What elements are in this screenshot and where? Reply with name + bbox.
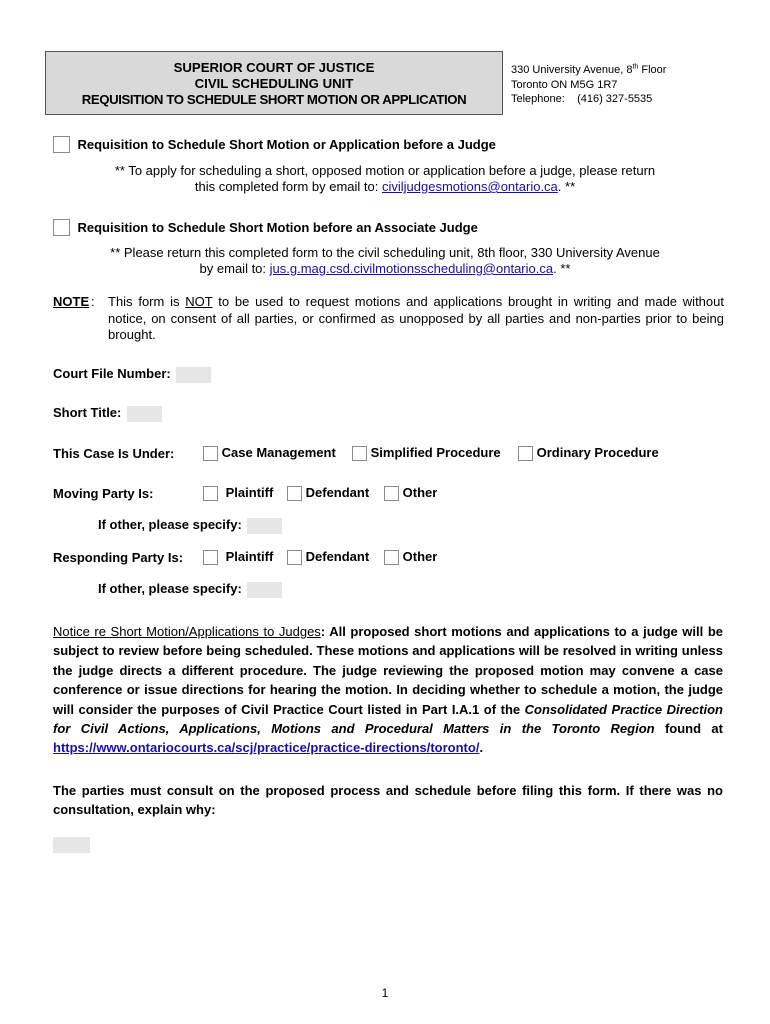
moving-plaintiff-checkbox[interactable] bbox=[203, 486, 218, 501]
responding-other-checkbox[interactable] bbox=[384, 550, 399, 565]
note-text: This form is NOT to be used to request motions and applications brought in writing and made without notice, on consent of all parties, or confirmed as unopposed by all parties and non-parties prior to being brought. bbox=[108, 294, 724, 342]
simplified-procedure-label: Simplified Procedure bbox=[370, 445, 501, 460]
judge-option-label: Requisition to Schedule Short Motion or Application before a Judge bbox=[77, 137, 496, 152]
page-number: 1 bbox=[381, 986, 389, 1000]
note-not: NOT bbox=[185, 294, 213, 309]
moving-other-option bbox=[384, 485, 437, 501]
ordinary-procedure-option bbox=[518, 445, 659, 461]
simplified-procedure-checkbox[interactable] bbox=[352, 446, 367, 461]
moving-plaintiff-option bbox=[203, 485, 273, 501]
note-label: NOTE bbox=[53, 294, 90, 309]
court-file-row bbox=[53, 366, 211, 383]
judge-email-link[interactable]: civiljudgesmotions@ontario.ca bbox=[382, 179, 558, 194]
case-under-label: This Case Is Under: bbox=[53, 446, 175, 461]
form-title: REQUISITION TO SCHEDULE SHORT MOTION OR APPLICATION bbox=[81, 92, 467, 107]
judge-instructions: ** To apply for scheduling a short, opposed motion or application before a judge, please return this completed form by email to: civiljudgesmotions@ontario.ca. ** bbox=[114, 163, 656, 194]
notice-heading: Notice re Short Motion/Applications to Judges bbox=[53, 624, 321, 639]
case-management-option bbox=[203, 445, 336, 461]
responding-defendant-option bbox=[287, 549, 369, 565]
short-title-input[interactable] bbox=[127, 406, 162, 422]
responding-plaintiff-checkbox[interactable] bbox=[203, 550, 218, 565]
associate-option-label: Requisition to Schedule Short Motion before an Associate Judge bbox=[77, 220, 478, 235]
unit-name: CIVIL SCHEDULING UNIT bbox=[194, 76, 354, 91]
moving-other-label: Other bbox=[402, 485, 438, 500]
judge-checkbox[interactable] bbox=[53, 136, 70, 153]
moving-specify-row bbox=[98, 517, 282, 534]
simplified-procedure-option bbox=[352, 445, 501, 461]
notice-paragraph: Notice re Short Motion/Applications to Judges: All proposed short motions and applications to a judge will be subject to review before being scheduled. These motions and applications will be resolved in writing unless the judge directs a different procedure. The judge reviewing the proposed motion may convene a case conference or issue directions for hearing the motion. In deciding whether to schedule a motion, the judge will consider the purposes of Civil Practice Court listed in Part I.A.1 of the Consolidated Practice Direction for Civil Actions, Applications, Motions and Procedural Matters in the Toronto Region found at https://www.ontariocourts.ca/scj/practice/practice-directions/toronto/. bbox=[53, 624, 723, 756]
responding-specify-label: If other, please specify: bbox=[98, 581, 242, 596]
practice-direction-link[interactable]: https://www.ontariocourts.ca/scj/practice/practice-directions/toronto/ bbox=[53, 740, 480, 756]
moving-defendant-checkbox[interactable] bbox=[287, 486, 302, 501]
moving-specify-input[interactable] bbox=[247, 518, 282, 534]
court-address: 330 University Avenue, 8th Floor Toronto ON M5G 1R7 Telephone: (416) 327-5535 bbox=[511, 63, 667, 105]
consult-paragraph: The parties must consult on the proposed process and schedule before filing this form. If there was no consultation, explain why: bbox=[53, 783, 723, 818]
explain-why-input[interactable] bbox=[53, 837, 90, 853]
form-header bbox=[45, 51, 503, 115]
moving-defendant-option bbox=[287, 485, 369, 501]
address-street: 330 University Avenue, 8 bbox=[511, 64, 633, 76]
phone-number: (416) 327-5535 bbox=[577, 93, 653, 105]
responding-specify-input[interactable] bbox=[247, 582, 282, 598]
ordinary-procedure-checkbox[interactable] bbox=[518, 446, 533, 461]
responding-plaintiff-label: Plaintiff bbox=[225, 549, 274, 564]
responding-defendant-checkbox[interactable] bbox=[287, 550, 302, 565]
responding-plaintiff-option bbox=[203, 549, 273, 565]
practice-direction-title: Consolidated Practice Direction for Civil Actions, Applications, Motions and Procedural Matters in the Toronto Region bbox=[53, 701, 723, 737]
moving-party-label: Moving Party Is: bbox=[53, 486, 154, 501]
court-name: SUPERIOR COURT OF JUSTICE bbox=[173, 60, 375, 75]
option-judge bbox=[53, 136, 496, 154]
ordinary-procedure-label: Ordinary Procedure bbox=[536, 445, 659, 460]
case-management-label: Case Management bbox=[221, 445, 336, 460]
moving-specify-label: If other, please specify: bbox=[98, 517, 242, 532]
short-title-row bbox=[53, 405, 162, 422]
court-file-input[interactable] bbox=[176, 367, 211, 383]
case-management-checkbox[interactable] bbox=[203, 446, 218, 461]
responding-defendant-label: Defendant bbox=[305, 549, 370, 564]
option-associate-judge bbox=[53, 219, 478, 237]
court-file-label: Court File Number: bbox=[53, 366, 171, 381]
associate-instructions: ** Please return this completed form to the civil scheduling unit, 8th floor, 330 University Avenue by email to: jus.g.mag.csd.civilmotionsscheduling@ontario.ca. ** bbox=[110, 245, 660, 276]
responding-party-label: Responding Party Is: bbox=[53, 550, 184, 565]
moving-defendant-label: Defendant bbox=[305, 485, 370, 500]
phone-label: Telephone: bbox=[511, 93, 565, 105]
moving-plaintiff-label: Plaintiff bbox=[225, 485, 274, 500]
address-city: Toronto ON M5G 1R7 bbox=[511, 78, 618, 91]
responding-other-option bbox=[384, 549, 437, 565]
note-colon: : bbox=[91, 294, 95, 309]
short-title-label: Short Title: bbox=[53, 405, 122, 420]
moving-other-checkbox[interactable] bbox=[384, 486, 399, 501]
responding-other-label: Other bbox=[402, 549, 438, 564]
associate-email-link[interactable]: jus.g.mag.csd.civilmotionsscheduling@ontario.ca bbox=[269, 261, 554, 276]
associate-judge-checkbox[interactable] bbox=[53, 219, 70, 236]
responding-specify-row bbox=[98, 581, 282, 598]
